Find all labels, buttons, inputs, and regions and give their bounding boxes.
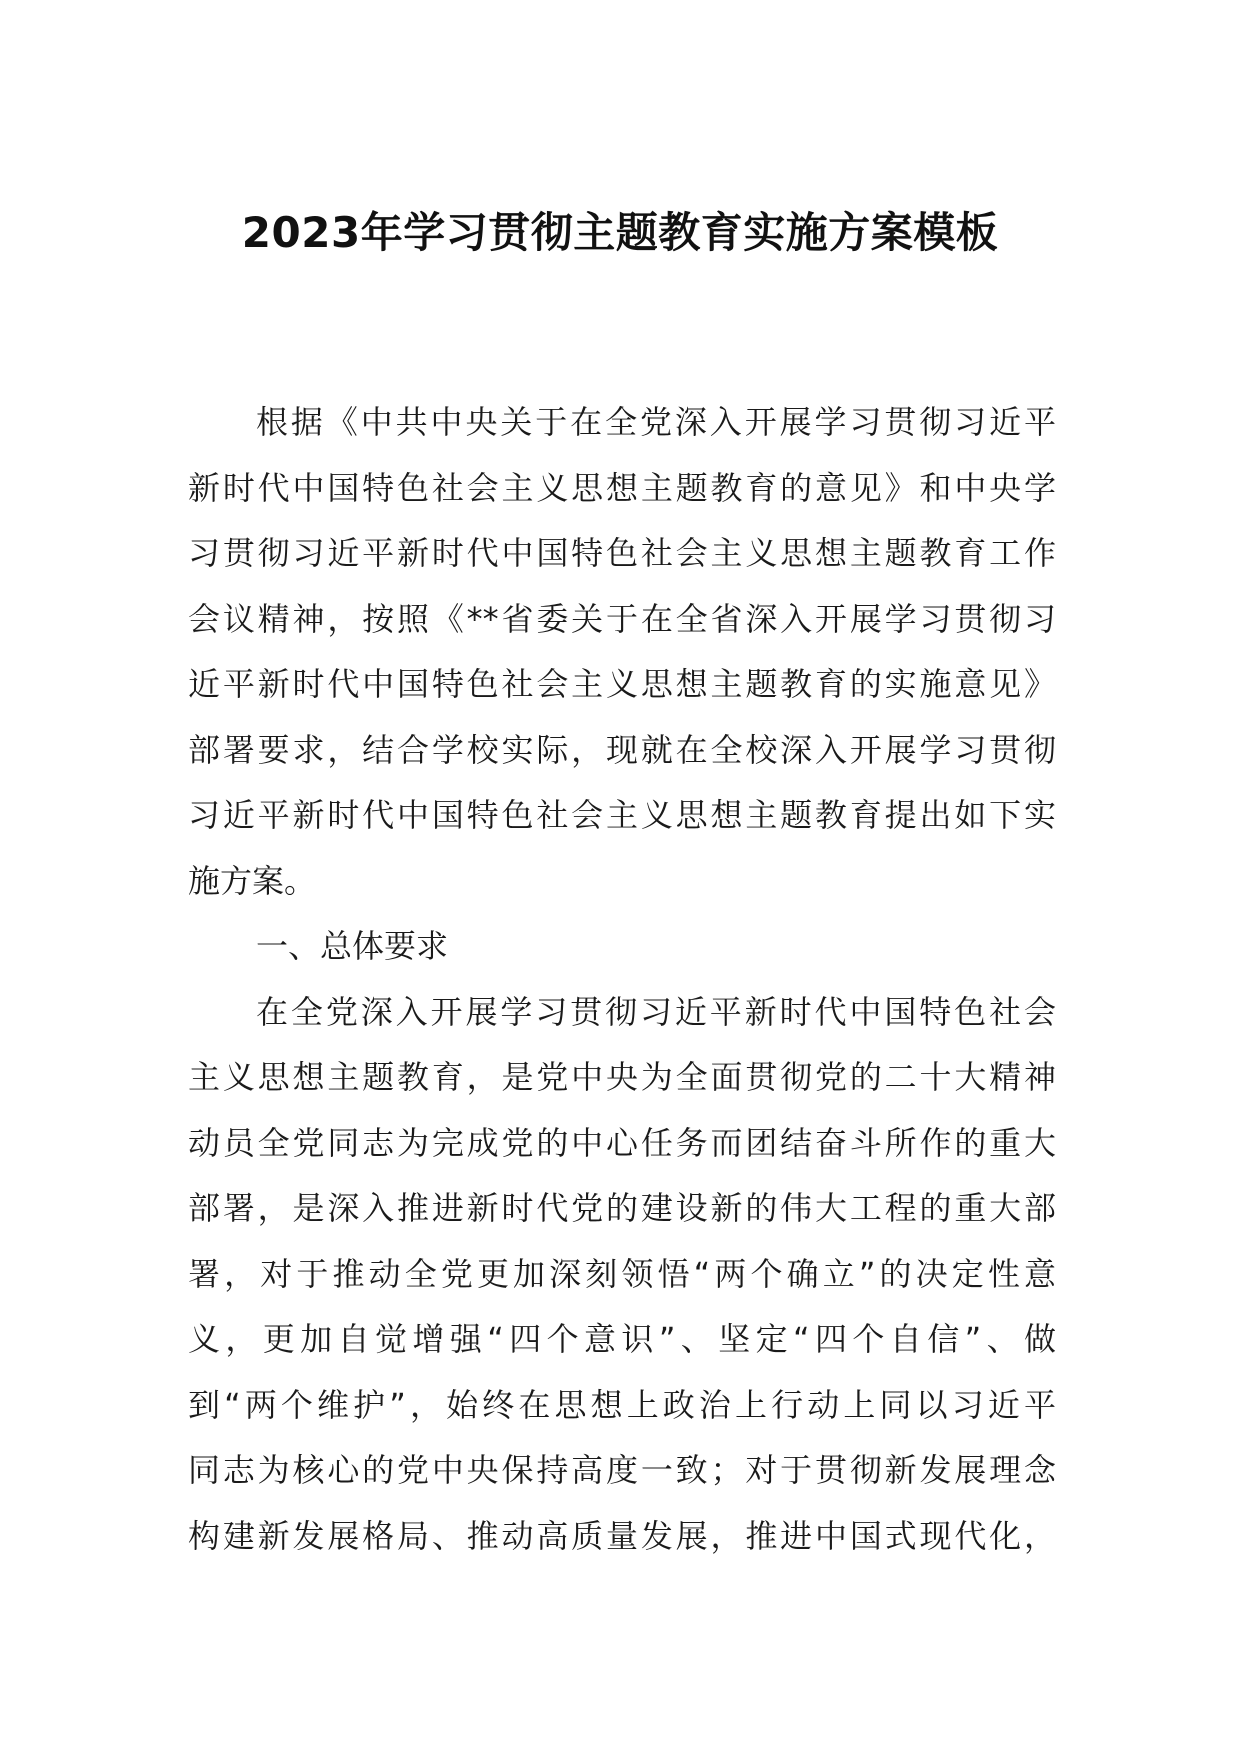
paragraph-line: 部署，是深入推进新时代党的建设新的伟大工程的重大部 (188, 1189, 1056, 1227)
paragraph-first-line: 在全党深入开展学习贯彻习近平新时代中国特色社会 (256, 992, 1056, 1031)
paragraph-line: 构建新发展格局、推动高质量发展，推进中国式现代化， (188, 1516, 1056, 1555)
document-body (188, 390, 1056, 1569)
paragraph-first-line: 一、总体要求 (256, 927, 449, 965)
paragraph-line: 习近平新时代中国特色社会主义思想主题教育提出如下实 (188, 796, 1056, 834)
paragraph-line: 近平新时代中国特色社会主义思想主题教育的实施意见》 (188, 665, 1056, 703)
paragraph-line: 新时代中国特色社会主义思想主题教育的意见》和中央学 (188, 468, 1056, 507)
paragraph-line: 习贯彻习近平新时代中国特色社会主义思想主题教育工作 (188, 534, 1056, 572)
paragraph-line: 部署要求，结合学校实际，现就在全校深入开展学习贯彻 (188, 730, 1056, 769)
paragraph-line: 义，更加自觉增强“四个意识”、坚定“四个自信”、做 (188, 1320, 1056, 1358)
paragraph-line: 动员全党同志为完成党的中心任务而团结奋斗所作的重大 (188, 1123, 1056, 1162)
paragraph-line: 到“两个维护”，始终在思想上政治上行动上同以习近平 (188, 1385, 1056, 1424)
paragraph-line: 会议精神，按照《**省委关于在全省深入开展学习贯彻习 (188, 599, 1056, 638)
document-title: 2023年学习贯彻主题教育实施方案模板 (241, 208, 999, 257)
paragraph-line: 署，对于推动全党更加深刻领悟“两个确立”的决定性意 (188, 1254, 1056, 1293)
paragraph-first-line: 根据《中共中央关于在全党深入开展学习贯彻习近平 (256, 403, 1056, 441)
paragraph-line: 施方案。 (188, 861, 317, 900)
paragraph-line: 同志为核心的党中央保持高度一致；对于贯彻新发展理念 (188, 1451, 1056, 1489)
paragraph-line: 主义思想主题教育，是党中央为全面贯彻党的二十大精神 (188, 1058, 1056, 1096)
